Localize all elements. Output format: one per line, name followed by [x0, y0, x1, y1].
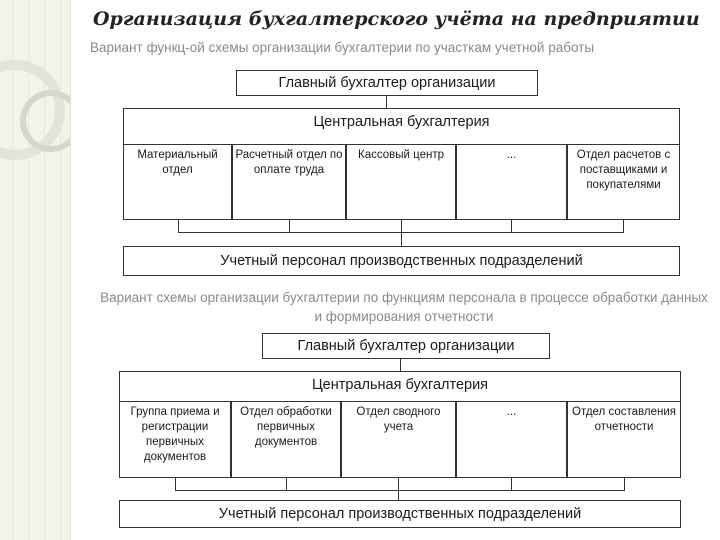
variant1-chief-box: Главный бухгалтер организации	[236, 70, 538, 96]
variant1-staff-box: Учетный персонал производственных подразделений	[123, 246, 680, 276]
decorative-side-panel	[0, 0, 71, 540]
v1-dept-payroll: Расчетный отдел по оплате труда	[232, 144, 346, 220]
v2-dept-summary: Отдел сводного учета	[341, 401, 456, 478]
connector	[175, 490, 625, 491]
connector	[398, 478, 399, 500]
variant1-central-label: Центральная бухгалтерия	[313, 114, 490, 130]
v1-dept-ellipsis: ...	[456, 144, 567, 220]
connector	[286, 478, 287, 490]
variant2-central-label: Центральная бухгалтерия	[311, 377, 489, 393]
connector	[511, 478, 512, 490]
connector	[178, 220, 179, 232]
v2-dept-reporting: Отдел составления отчетности	[567, 401, 681, 478]
decor-line	[60, 0, 61, 540]
connector	[289, 220, 290, 232]
connector	[400, 359, 401, 371]
variant1-subtitle: Вариант функц-ой схемы организации бухгалтерии по участкам учетной работы	[90, 40, 595, 55]
v2-dept-intake: Группа приема и регистрации первичных документов	[119, 401, 231, 478]
connector	[178, 232, 624, 233]
variant2-subtitle: Вариант схемы организации бухгалтерии по функциям персонала в процессе обработки данных и формирования отчетности	[100, 290, 708, 324]
connector	[386, 96, 387, 108]
connector	[401, 220, 402, 246]
connector	[624, 478, 625, 490]
v1-dept-suppliers: Отдел расчетов с поставщиками и покупателями	[567, 144, 680, 220]
connector	[511, 220, 512, 232]
v1-dept-material: Материальный отдел	[123, 144, 232, 220]
v2-dept-ellipsis: ...	[456, 401, 567, 478]
connector	[623, 220, 624, 232]
variant2-chief-box: Главный бухгалтер организации	[262, 333, 550, 359]
slide-title: Организация бухгалтерского учёта на предприятии	[93, 8, 700, 30]
connector	[175, 478, 176, 490]
v1-dept-cash: Кассовый центр	[346, 144, 456, 220]
v2-dept-processing: Отдел обработки первичных документов	[231, 401, 341, 478]
variant2-staff-box: Учетный персонал производственных подразделений	[119, 500, 681, 528]
